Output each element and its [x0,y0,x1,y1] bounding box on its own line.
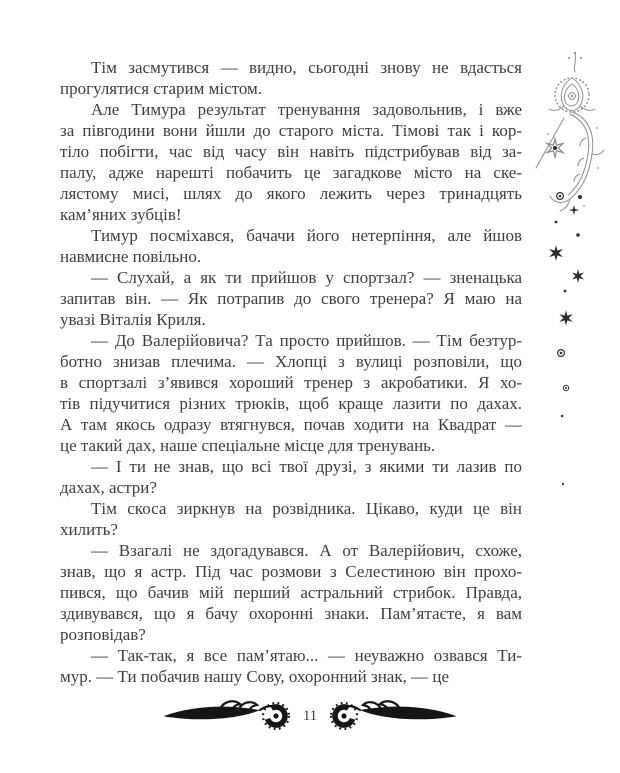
paragraph [60,540,522,645]
text-line: тіло побігти, час від часу він навіть підстрибував від за- [60,142,522,161]
paragraph [60,225,522,267]
text-line: — Слухай, а як ти прийшов у спортзал? — зненацька [91,268,522,287]
text-line: лястому мисі, шлях до якого лежить через тринадцять [60,184,522,203]
text-line: знав, що я астр. Під час розмови з Селестиною він прохо- [60,562,522,581]
paragraph [60,99,522,225]
flourish-swoosh [164,701,289,729]
text-line: — І ти не знав, що всі твої друзі, з якими ти лазив по [91,457,522,476]
text-line: — Взагалі не здогадувався. А от Валерійович, схоже, [91,541,522,560]
text-line: А там якось одразу втягнувся, почав ходити на Квадрат — [60,415,522,434]
flourish-swoosh [331,701,456,729]
text-line: це такий дах, наше спеціальне місце для тренувань. [60,436,436,455]
bud-antenna-icon [568,52,582,72]
text-line: — До Валерійовича? Та просто прийшов. — Тім безтур- [91,331,522,350]
text-line: здивувався, що я бачу охоронні знаки. Пам’ятаєте, я вам [60,604,522,623]
paragraph [60,57,522,99]
text-line: за півгодини вони йшли до старого міста. Тімові так і кор- [60,121,522,140]
text-line: дахах, астри? [60,478,157,497]
text-block [60,57,522,687]
text-line: Але Тимура результат тренування задовольнив, і вже [91,100,522,119]
text-line: мур. — Ти побачив нашу Сову, охоронний знак, — це [60,667,449,686]
text-line: Тім засмутився — видно, сьогодні знову не вдасться [91,58,522,77]
text-line: увазі Віталія Криля. [60,310,206,329]
text-line: запитав він. — Як потрапив до свого тренера? Я маю на [60,289,522,308]
text-line: навмисне повільно. [60,247,202,266]
spiral-curl-icon [547,112,604,211]
paragraph [60,498,522,540]
text-line: палу, адже нарешті побачить це загадкове місто на ске- [60,163,522,182]
paragraph [60,330,522,456]
page-number: 11 [303,708,317,724]
footer-flourish-right [328,696,458,736]
footer-flourish-left [162,696,292,736]
side-ornament [534,48,614,493]
sparkle-stars [547,139,584,485]
paragraph [60,645,522,687]
paragraph [60,456,522,498]
text-line: пився, що бачив мій перший астральний стрибок. Правда, [60,583,522,602]
text-line: тів підучитися різних трюків, щоб краще лазити по дахах. [60,394,522,413]
floral-curl-ornament [534,48,614,493]
paragraph [60,267,522,330]
text-line: кам’яних зубців! [60,205,182,224]
text-line: прогулятися старим містом. [60,79,263,98]
paisley-bud-icon [549,78,595,112]
text-line: Тимур посміхався, бачачи його нетерпіння, але йшов [91,226,522,245]
page-footer [0,696,620,736]
text-line: розповідав? [60,625,146,644]
stem-line [536,118,564,168]
text-line: — Так-так, я все пам’ятаю... — неуважно озвався Ти- [91,646,522,665]
text-line: ботно знизав плечима. — Хлопці з вулиці розповіли, що [60,352,522,371]
text-line: в спортзалі з’явився хороший тренер з акробатики. Я хо- [60,373,522,392]
text-line: Тім скоса зиркнув на розвідника. Цікаво, куди це він [91,499,522,518]
text-line: хилить? [60,520,118,539]
